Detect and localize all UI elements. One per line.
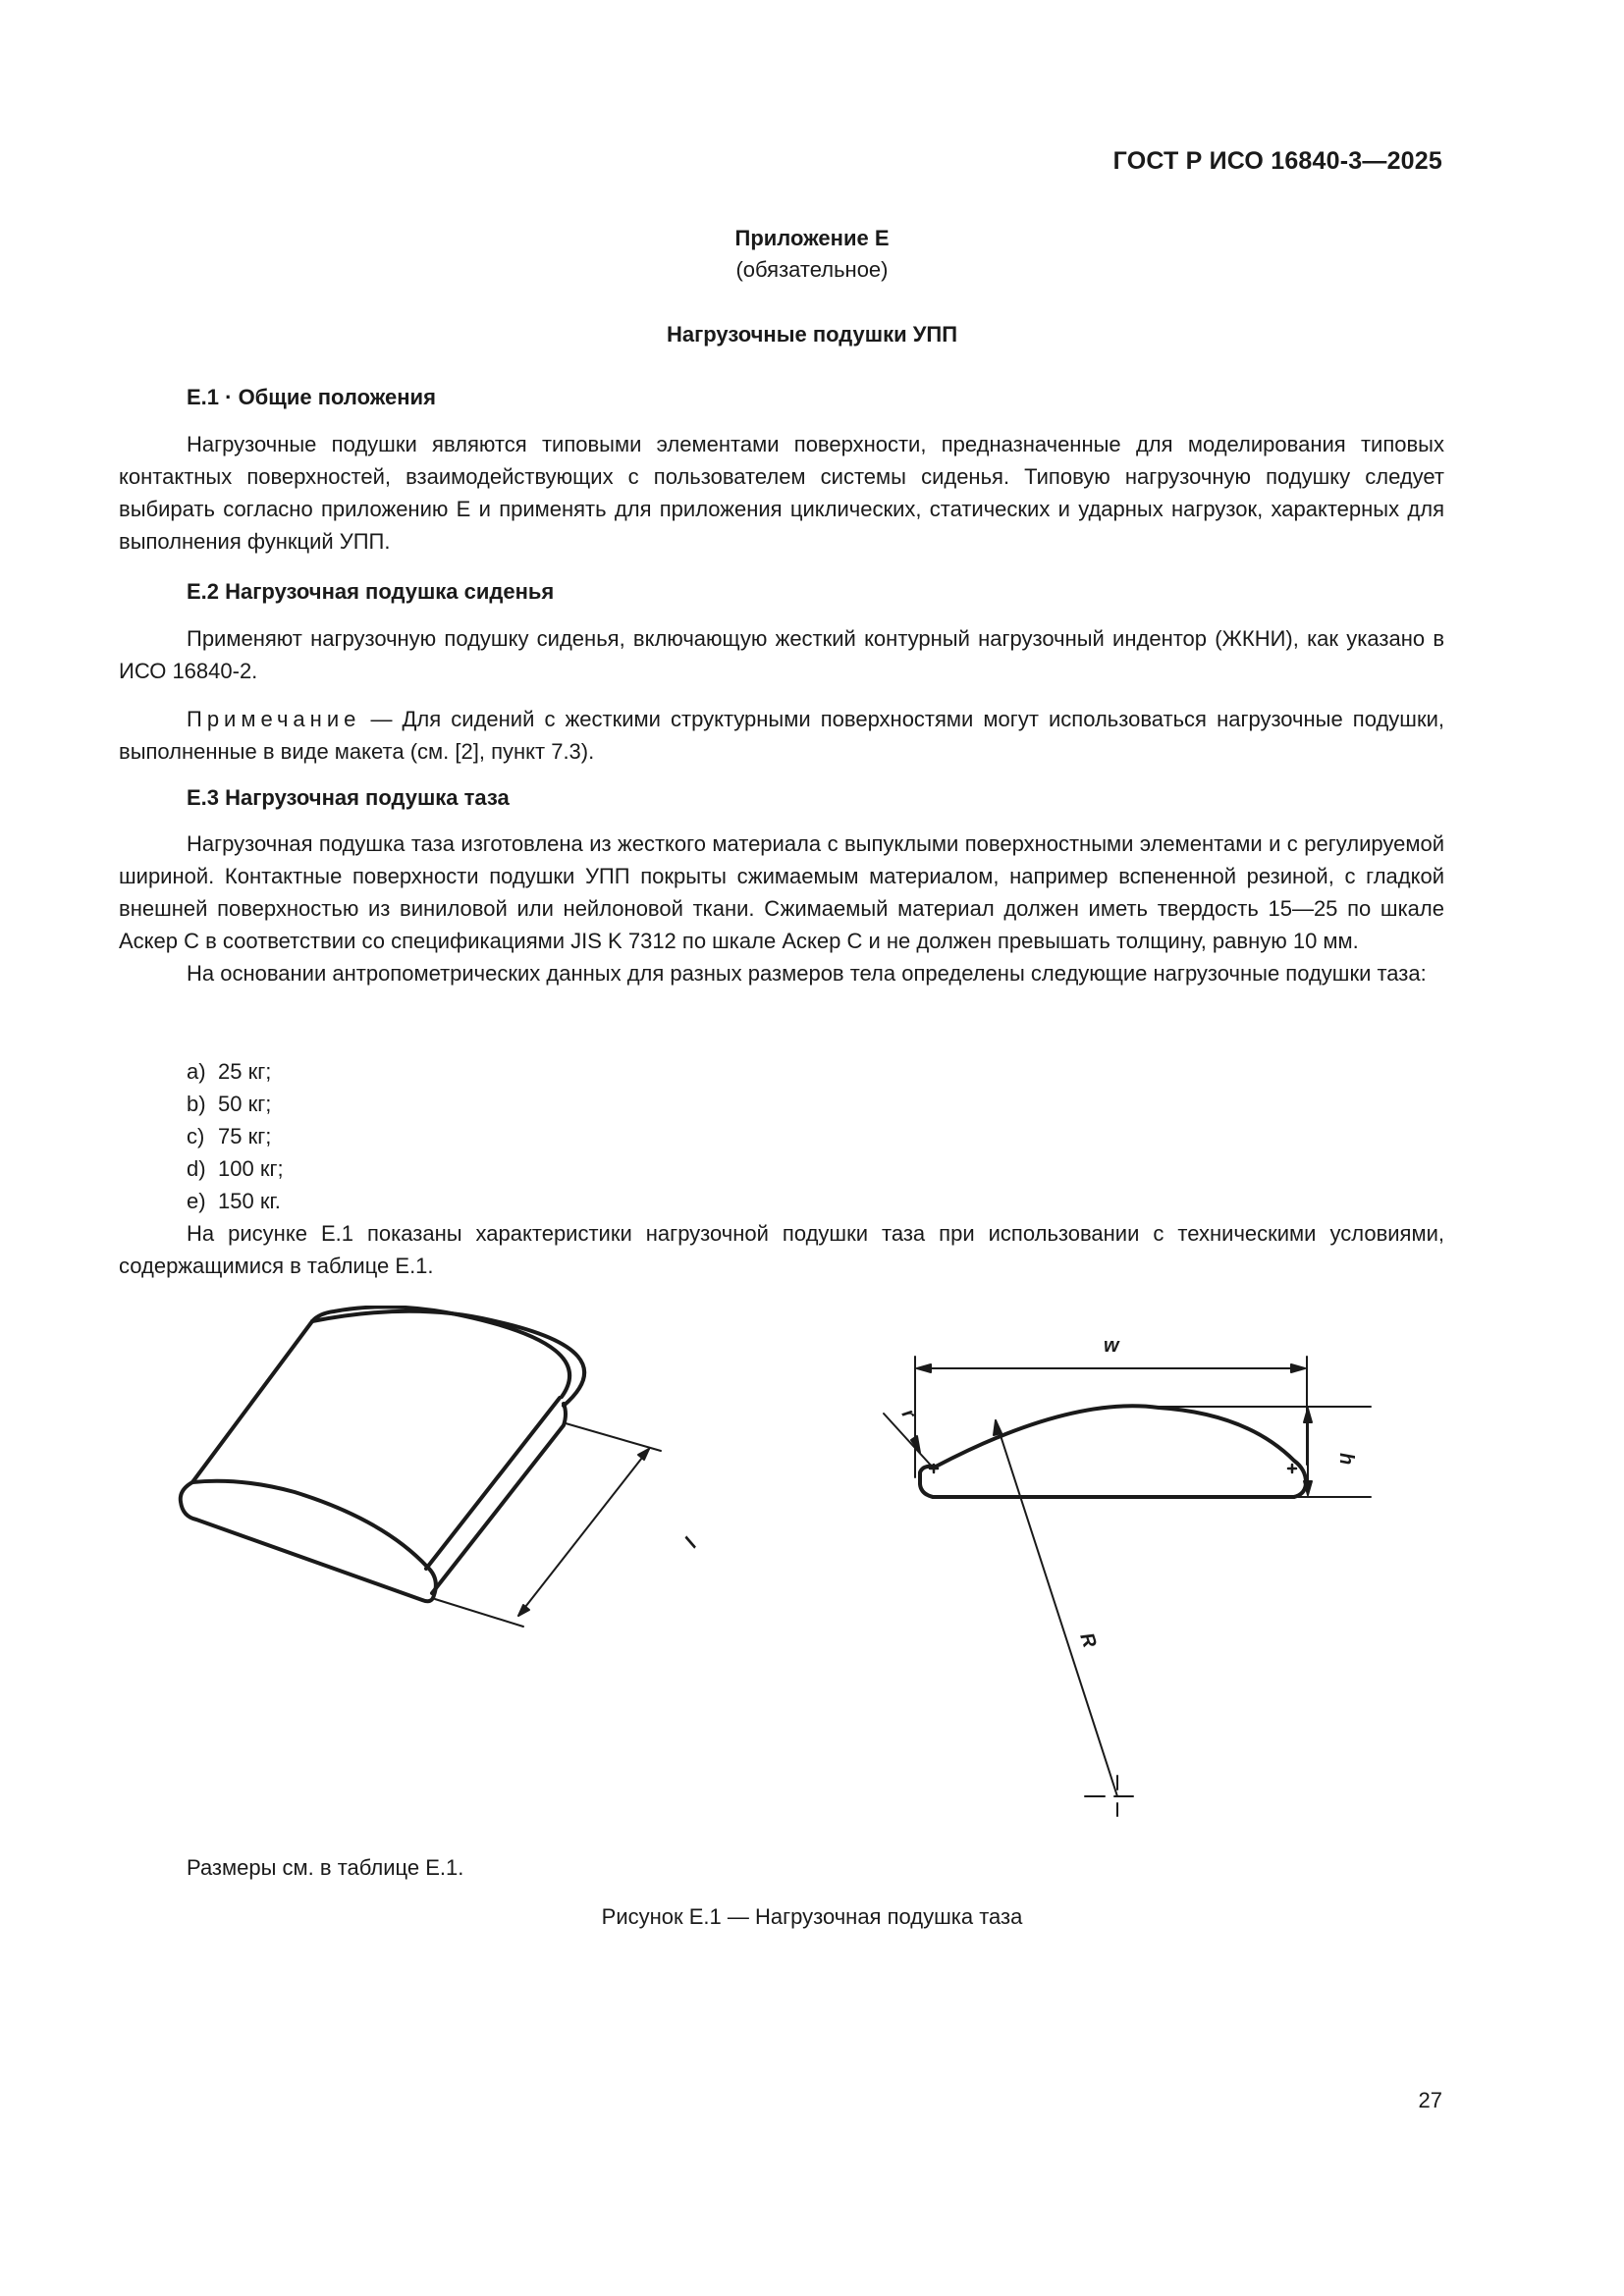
- section-e1-heading: Е.1 · Общие положения: [187, 385, 436, 409]
- large-radius-label: R: [1075, 1629, 1101, 1651]
- small-radius-label: r: [896, 1405, 920, 1423]
- section-e3-paragraph-3: На рисунке Е.1 показаны характеристики нагрузочной подушки таза при использовании с техническими условиями, содержащимися в таблице Е.1.: [119, 1221, 1444, 1278]
- list-item: e) 150 кг.: [187, 1189, 281, 1213]
- length-label: l: [680, 1534, 702, 1553]
- main-title: Нагрузочные подушки УПП: [666, 322, 958, 347]
- figure-caption: Рисунок Е.1 — Нагрузочная подушка таза: [601, 1904, 1023, 1929]
- section-e1-paragraph: Нагрузочные подушки являются типовыми элементами поверхности, предназначенные для моделирования типовых контактных поверхностей, взаимодействующих с пользователем системы сиденья. Типовую нагрузочную подушку следует выбирать согласно приложению Е и применять для приложения циклических, статических и ударных нагрузок, характерных для выполнения функций УПП.: [119, 432, 1444, 554]
- section-e2-paragraph: Применяют нагрузочную подушку сиденья, включающую жесткий контурный нагрузочный индентор (ЖКНИ), как указано в ИСО 16840-2.: [119, 626, 1444, 683]
- appendix-status: (обязательное): [735, 257, 889, 282]
- section-e3-paragraph-1: Нагрузочная подушка таза изготовлена из жесткого материала с выпуклыми поверхностными элементами и с регулируемой шириной. Контактные поверхности подушки УПП покрыты сжимаемым материалом, например вспененной резиной, с гладкой внешней поверхностью из виниловой или нейлоновой ткани. Сжимаемый материал должен иметь твердость 15—25 по шкале Аскер С в соответствии со спецификациями JIS K 7312 по шкале Аскер С и не должен превышать толщину, равную 10 мм.: [119, 831, 1444, 953]
- cross-section-drawing: [884, 1357, 1371, 1816]
- list-item: a) 25 кг;: [187, 1059, 272, 1084]
- section-e3-paragraph-2: На основании антропометрических данных для разных размеров тела определены следующие нагрузочные подушки таза:: [187, 961, 1427, 986]
- width-label: w: [1104, 1335, 1119, 1357]
- note-text: — Для сидений с жесткими структурными поверхностями могут использоваться нагрузочные подушки, выполненные в виде макета (см. [2], пункт 7.3).: [119, 707, 1444, 764]
- document-code: ГОСТ Р ИСО 16840-3—2025: [1112, 147, 1442, 175]
- section-e3-heading: Е.3 Нагрузочная подушка таза: [187, 785, 510, 810]
- figure-note: Размеры см. в таблице Е.1.: [187, 1855, 464, 1880]
- length-dimension: [435, 1423, 661, 1627]
- pad-right-edge-1: [426, 1398, 560, 1569]
- pad-top-arc: [312, 1311, 584, 1406]
- section-e2-heading: Е.2 Нагрузочная подушка сиденья: [187, 579, 555, 604]
- figure-pelvic-loading-pad: [0, 1306, 1624, 1836]
- section-e3-body-2: [119, 1217, 1444, 1282]
- appendix-title: Приложение Е: [734, 226, 890, 250]
- section-e2-body: [119, 622, 1444, 687]
- section-e2-note: [119, 703, 1444, 768]
- list-item: d) 100 кг;: [187, 1156, 284, 1181]
- note-paragraph: [119, 703, 1444, 768]
- page-number: 27: [1418, 2088, 1442, 2112]
- pad-left-end: [181, 1481, 436, 1601]
- section-e3-body: [119, 828, 1444, 989]
- note-label: Примечание: [187, 707, 361, 731]
- section-e1-body: [119, 428, 1444, 558]
- height-label: h: [1335, 1453, 1357, 1466]
- list-item: c) 75 кг;: [187, 1124, 272, 1148]
- isometric-pad-drawing: [181, 1307, 584, 1601]
- pad-right-edge-2: [432, 1404, 566, 1593]
- list-item: b) 50 кг;: [187, 1092, 272, 1116]
- section-profile: [920, 1406, 1306, 1497]
